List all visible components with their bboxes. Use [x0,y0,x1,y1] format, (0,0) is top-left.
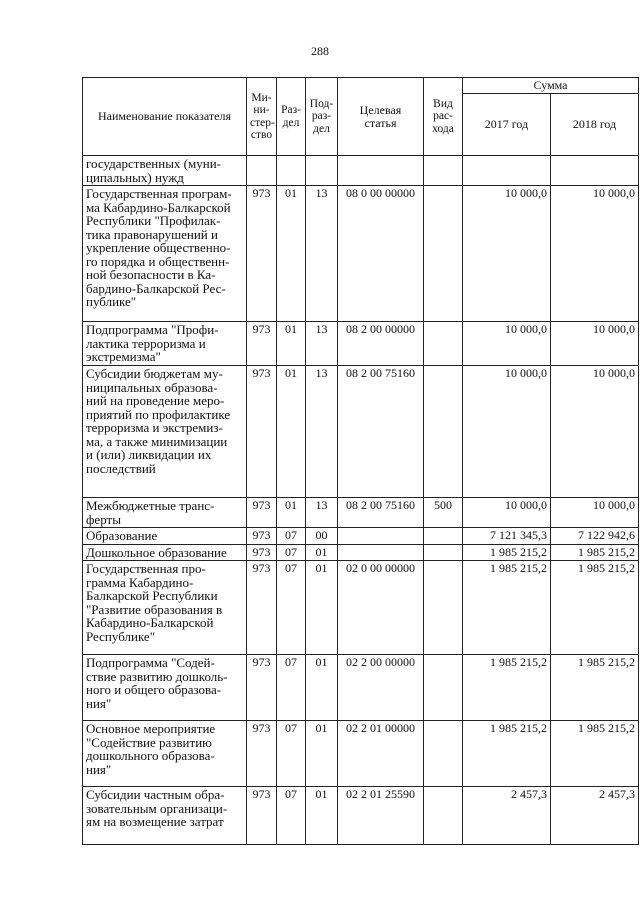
sum-2018-cell: 1 985 215,2 [551,721,639,787]
target-article-cell: 08 2 00 75160 [338,366,424,498]
expense-type-cell: 500 [424,498,463,528]
sum-2018-cell: 2 457,3 [551,787,639,845]
ministry-code-cell: 973 [247,655,277,721]
row-name-cell: Основное мероприятие "Содействие развитию дошкольного образова- ния" [83,721,247,787]
table-row [83,186,639,322]
sum-2017-cell: 10 000,0 [463,322,551,366]
section-code-cell: 01 [277,366,306,498]
ministry-code-cell: 973 [247,322,277,366]
sum-2018-cell: 10 000,0 [551,322,639,366]
expense-type-cell [424,366,463,498]
table-row [83,498,639,528]
section-code-cell [277,156,306,186]
row-name-cell: государственных (муни- ципальных) нужд [83,156,247,186]
sum-2017-cell: 10 000,0 [463,186,551,322]
ministry-code-cell: 973 [247,366,277,498]
table-row [83,156,639,186]
target-article-cell: 08 0 00 00000 [338,186,424,322]
subsection-code-cell [306,156,338,186]
sum-2018-cell: 10 000,0 [551,498,639,528]
row-name-cell: Межбюджетные транс- ферты [83,498,247,528]
subsection-code-cell: 13 [306,498,338,528]
subsection-code-cell: 01 [306,721,338,787]
header-name: Наименование показателя [83,78,247,156]
row-name-cell: Подпрограмма "Профи- лактика терроризма и экстремизма" [83,322,247,366]
row-name-cell: Субсидии бюджетам му- ниципальных образова- ний на проведение меро- приятий по профилактике терроризма и экстремиз- ма, а также минимизации и (или) ликвидации их последствий [83,366,247,498]
subsection-code-cell: 13 [306,366,338,498]
section-code-cell: 01 [277,498,306,528]
sum-2017-cell: 1 985 215,2 [463,561,551,655]
section-code-cell: 07 [277,787,306,845]
sum-2017-cell [463,156,551,186]
ministry-code-cell: 973 [247,544,277,561]
subsection-code-cell: 01 [306,561,338,655]
section-code-cell: 07 [277,655,306,721]
subsection-code-cell: 00 [306,528,338,545]
budget-table [82,77,639,845]
row-name-cell: Дошкольное образование [83,544,247,561]
ministry-code-cell [247,156,277,186]
target-article-cell [338,544,424,561]
table-row [83,366,639,498]
row-name-cell: Субсидии частным обра- зовательным организаци- ям на возмещение затрат [83,787,247,845]
table-row [83,787,639,845]
ministry-code-cell: 973 [247,787,277,845]
sum-2018-cell [551,156,639,186]
header-section: Раз- дел [277,78,306,156]
target-article-cell [338,528,424,545]
target-article-cell: 02 2 00 00000 [338,655,424,721]
table-row [83,528,639,545]
sum-2018-cell: 10 000,0 [551,186,639,322]
sum-2017-cell: 1 985 215,2 [463,721,551,787]
sum-2017-cell: 2 457,3 [463,787,551,845]
sum-2018-cell: 1 985 215,2 [551,561,639,655]
target-article-cell: 02 2 01 00000 [338,721,424,787]
sum-2017-cell: 7 121 345,3 [463,528,551,545]
subsection-code-cell: 13 [306,322,338,366]
expense-type-cell [424,544,463,561]
table-row [83,322,639,366]
sum-2018-cell: 7 122 942,6 [551,528,639,545]
section-code-cell: 01 [277,186,306,322]
sum-2018-cell: 10 000,0 [551,366,639,498]
header-subsection: Под- раз- дел [306,78,338,156]
target-article-cell: 08 2 00 00000 [338,322,424,366]
table-row [83,655,639,721]
ministry-code-cell: 973 [247,528,277,545]
header-target-article: Целевая статья [338,78,424,156]
subsection-code-cell: 01 [306,544,338,561]
sum-2017-cell: 1 985 215,2 [463,655,551,721]
ministry-code-cell: 973 [247,721,277,787]
header-expense-type: Вид рас- хода [424,78,463,156]
expense-type-cell [424,787,463,845]
expense-type-cell [424,528,463,545]
row-name-cell: Подпрограмма "Содей- ствие развитию дошколь- ного и общего образова- ния" [83,655,247,721]
section-code-cell: 07 [277,561,306,655]
row-name-cell: Государственная про- грамма Кабардино- Балкарской Республики "Развитие образования в Кабардино-Балкарской Республике" [83,561,247,655]
header-sum: Сумма [463,78,639,94]
header-year-2018: 2018 год [551,94,639,156]
sum-2018-cell: 1 985 215,2 [551,544,639,561]
sum-2017-cell: 10 000,0 [463,366,551,498]
target-article-cell: 02 2 01 25590 [338,787,424,845]
expense-type-cell [424,322,463,366]
page-number: 288 [311,44,329,58]
ministry-code-cell: 973 [247,186,277,322]
table-row [83,544,639,561]
ministry-code-cell: 973 [247,561,277,655]
section-code-cell: 07 [277,528,306,545]
sum-2017-cell: 1 985 215,2 [463,544,551,561]
header-ministry: Ми- ни- стер- ство [247,78,277,156]
row-name-cell: Образование [83,528,247,545]
expense-type-cell [424,156,463,186]
table-row [83,561,639,655]
subsection-code-cell: 01 [306,787,338,845]
expense-type-cell [424,561,463,655]
target-article-cell: 08 2 00 75160 [338,498,424,528]
target-article-cell [338,156,424,186]
section-code-cell: 07 [277,544,306,561]
expense-type-cell [424,721,463,787]
header-year-2017: 2017 год [463,94,551,156]
row-name-cell: Государственная програм- ма Кабардино-Балкарской Республики "Профилак- тика правонарушений и укрепление общественно- го порядка и общественн- ной безопасности в Ка- бардино-Балкарской Рес- публике" [83,186,247,322]
table-row [83,721,639,787]
subsection-code-cell: 01 [306,655,338,721]
target-article-cell: 02 0 00 00000 [338,561,424,655]
subsection-code-cell: 13 [306,186,338,322]
expense-type-cell [424,186,463,322]
expense-type-cell [424,655,463,721]
section-code-cell: 07 [277,721,306,787]
ministry-code-cell: 973 [247,498,277,528]
sum-2018-cell: 1 985 215,2 [551,655,639,721]
section-code-cell: 01 [277,322,306,366]
sum-2017-cell: 10 000,0 [463,498,551,528]
